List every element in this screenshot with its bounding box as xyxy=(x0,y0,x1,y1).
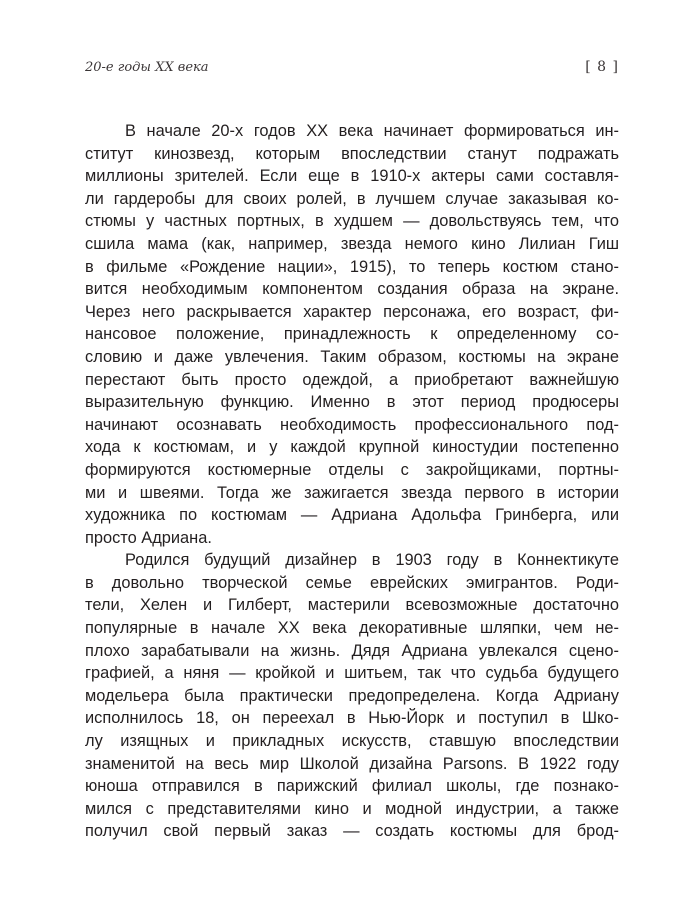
text-line: лу изящных и прикладных искусств, ставшую впоследствии xyxy=(85,732,619,751)
text-line: популярные в начале XX века декоративные шляпки, чем не- xyxy=(85,619,619,638)
text-line: мился с представителями кино и модной индустрии, а также xyxy=(85,799,619,818)
text-line: в фильме «Рождение нации», 1915), то теперь костюм стано- xyxy=(85,257,619,276)
text-line: получил свой первый заказ — создать костюмы для брод- xyxy=(85,822,619,841)
text-line: знаменитой на весь мир Школой дизайна Parsons. В 1922 году xyxy=(85,754,619,773)
text-line: графией, а няня — кройкой и шитьем, так что судьба будущего xyxy=(85,664,619,683)
text-line: модельера была практически предопределена. Когда Адриану xyxy=(85,686,619,705)
text-line: вится необходимым компонентом создания образа на экране. xyxy=(85,280,619,299)
text-line: выразительную функцию. Именно в этот период продюсеры xyxy=(85,393,619,412)
text-line: юноша отправился в парижский филиал школы, где познако- xyxy=(85,777,619,796)
text-line: сшила мама (как, например, звезда немого кино Лилиан Гиш xyxy=(85,234,619,253)
text-line: словию и даже увлечения. Таким образом, костюмы на экране xyxy=(85,347,619,366)
running-header xyxy=(85,59,619,75)
text-line: формируются костюмерные отделы с закройщиками, портны- xyxy=(85,460,619,479)
text-line: В начале 20-х годов XX века начинает формироваться ин- xyxy=(125,122,619,140)
text-line: исполнилось 18, он переехал в Нью-Йорк и поступил в Шко- xyxy=(85,709,619,728)
body-text xyxy=(85,120,619,843)
text-line: ститут кинозвезд, которым впоследствии станут подражать xyxy=(85,144,619,163)
page-number: [ 8 ] xyxy=(585,59,619,75)
text-line: хода к костюмам, и у каждой крупной киностудии постепенно xyxy=(85,438,619,457)
text-line: перестают быть просто одеждой, а приобретают важнейшую xyxy=(85,370,619,389)
paragraph-2 xyxy=(85,549,619,843)
text-line: ли гардеробы для своих ролей, в лучшем случае заказывая ко- xyxy=(85,189,619,208)
text-line: плохо зарабатывали на жизнь. Дядя Адриана увлекался сцено- xyxy=(85,641,619,660)
text-line: нансовое положение, принадлежность к определенному со- xyxy=(85,325,619,344)
text-line: просто Адриана. xyxy=(85,528,212,547)
text-line: ми и швеями. Тогда же зажигается звезда первого в истории xyxy=(85,483,619,502)
text-line: стюмы у частных портных, в худшем — довольствуясь тем, что xyxy=(85,212,619,231)
paragraph-1 xyxy=(85,120,619,549)
text-line: Через него раскрывается характер персонажа, его возраст, фи- xyxy=(85,302,619,321)
text-line: в довольно творческой семье еврейских эмигрантов. Роди- xyxy=(85,573,619,592)
text-line: художника по костюмам — Адриана Адольфа Гринберга, или xyxy=(85,506,619,525)
text-line: миллионы зрителей. Если еще в 1910-х актеры сами составля- xyxy=(85,167,619,186)
text-line: Родился будущий дизайнер в 1903 году в Коннектикуте xyxy=(125,551,619,570)
text-line: тели, Хелен и Гилберт, мастерили всевозможные достаточно xyxy=(85,596,619,615)
section-title: 20-е годы XX века xyxy=(85,60,209,75)
text-line: начинают осознавать необходимость профессионального под- xyxy=(85,415,619,434)
